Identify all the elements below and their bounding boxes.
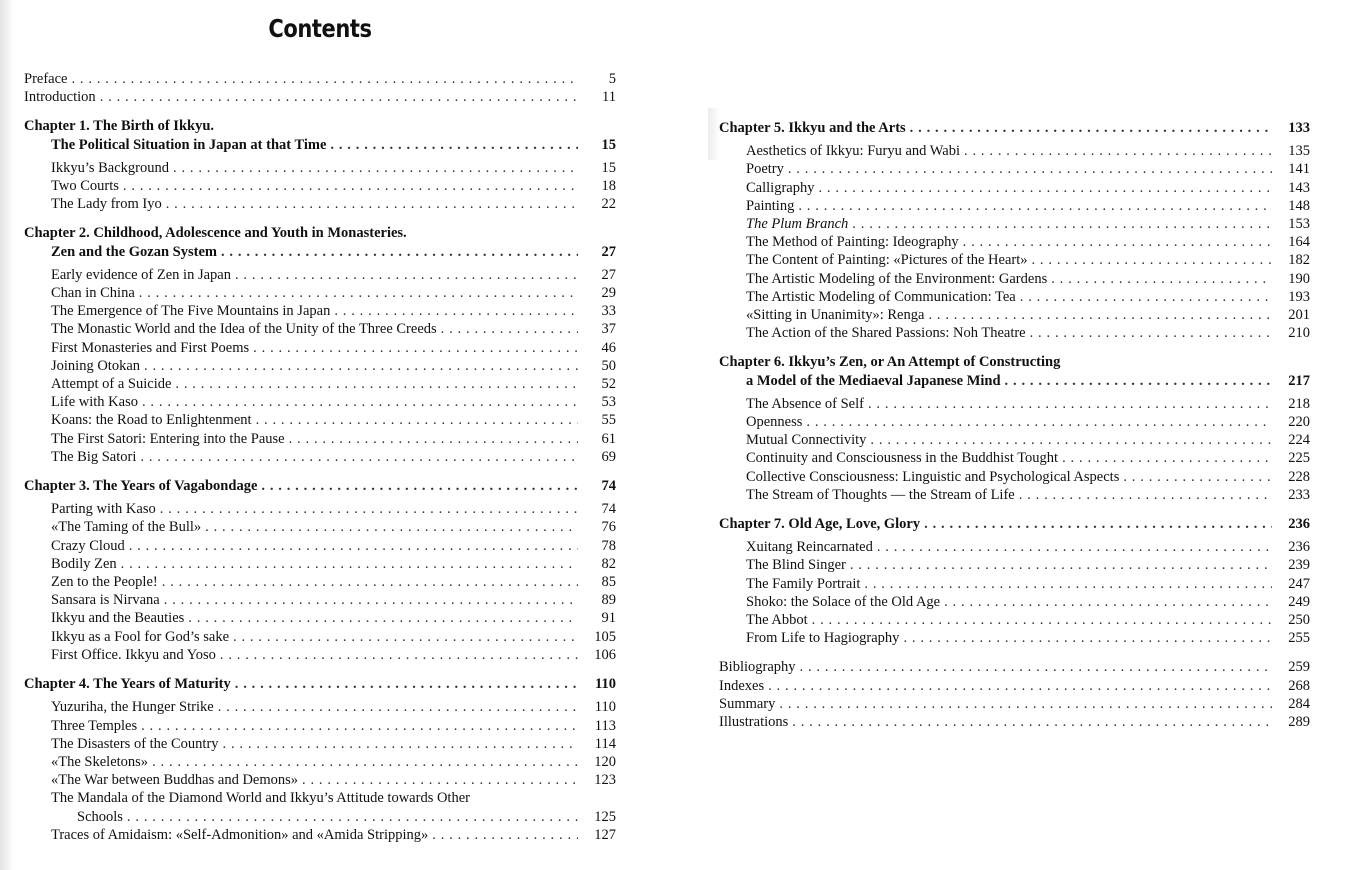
page-number: 148 — [1288, 197, 1310, 214]
toc-entry[interactable] — [719, 233, 1310, 251]
entry-title: Summary — [719, 695, 776, 712]
dot-leader — [205, 518, 578, 536]
dot-leader — [123, 177, 578, 195]
toc-entry[interactable] — [24, 753, 616, 771]
toc-entry[interactable] — [719, 288, 1310, 306]
page-number: 113 — [594, 717, 616, 734]
dot-leader — [334, 302, 578, 320]
dot-leader — [1031, 251, 1272, 269]
page-number: 114 — [594, 735, 616, 752]
page-number: 18 — [601, 178, 616, 195]
toc-entry[interactable] — [24, 357, 616, 375]
page-number: 37 — [601, 321, 616, 338]
toc-entry[interactable] — [24, 609, 616, 627]
page-number: 247 — [1288, 575, 1310, 592]
page-number: 193 — [1288, 288, 1310, 305]
page-number: 239 — [1288, 557, 1310, 574]
chapter-4-heading[interactable] — [24, 675, 616, 693]
page-number: 22 — [601, 196, 616, 213]
dot-leader — [903, 629, 1272, 647]
page-number: 11 — [602, 89, 616, 106]
dot-leader — [129, 537, 578, 555]
page-number: 76 — [601, 519, 616, 536]
page-number: 289 — [1288, 714, 1310, 731]
toc-entry-mandala-line1[interactable]: The Mandala of the Diamond World and Ikkyu’s Attitude towards Other — [51, 790, 470, 807]
entry-title: Ikkyu as a Fool for God’s sake — [51, 628, 230, 645]
toc-entry[interactable] — [719, 142, 1310, 160]
entry-title: «The Taming of the Bull» — [51, 519, 202, 536]
entry-title: Xuitang Reincarnated — [746, 539, 873, 556]
toc-entry[interactable] — [24, 555, 616, 573]
dot-leader — [144, 357, 578, 375]
entry-title: Zen to the People! — [51, 574, 158, 591]
page-number: 74 — [601, 478, 616, 495]
entry-title: «The Skeletons» — [51, 753, 149, 770]
entry-title: «The War between Buddhas and Demons» — [51, 772, 299, 789]
page-number: 141 — [1288, 161, 1310, 178]
dot-leader — [160, 500, 578, 518]
entry-title: a Model of the Mediaeval Japanese Mind — [746, 372, 1001, 389]
entry-title: The Blind Singer — [746, 557, 846, 574]
page-number: 218 — [1288, 395, 1310, 412]
entry-title: The Method of Painting: Ideography — [746, 234, 959, 251]
toc-entry[interactable] — [24, 320, 616, 338]
entry-title: Koans: the Road to Enlightenment — [51, 412, 252, 429]
entry-title: Early evidence of Zen in Japan — [51, 266, 231, 283]
toc-entry[interactable] — [719, 413, 1310, 431]
toc-entry[interactable] — [24, 302, 616, 320]
entry-title: The Action of the Shared Passions: Noh Theatre — [746, 325, 1026, 342]
dot-leader — [877, 538, 1272, 556]
page-number: 249 — [1288, 593, 1310, 610]
right-page — [719, 119, 1310, 731]
entry-title: Openness — [746, 414, 803, 431]
entry-title: Attempt of a Suicide — [51, 376, 172, 393]
page-number: 182 — [1288, 252, 1310, 269]
dot-leader — [233, 628, 578, 646]
toc-entry[interactable] — [719, 556, 1310, 574]
page-number: 91 — [601, 610, 616, 627]
dot-leader — [818, 179, 1272, 197]
toc-entry-illustrations[interactable] — [719, 713, 1310, 731]
toc-entry[interactable] — [24, 537, 616, 555]
dot-leader — [71, 70, 578, 88]
toc-entry[interactable] — [719, 160, 1310, 178]
page-number: 153 — [1288, 216, 1310, 233]
toc-entry[interactable] — [24, 393, 616, 411]
chapter-7-heading[interactable] — [719, 515, 1310, 533]
toc-entry-introduction[interactable] — [24, 88, 616, 106]
page-number: 201 — [1288, 307, 1310, 324]
entry-title: Ikkyu’s Background — [51, 159, 169, 176]
entry-title: The Lady from Iyo — [51, 196, 162, 213]
page-number: 89 — [601, 592, 616, 609]
dot-leader — [944, 593, 1272, 611]
entry-title: Yuzuriha, the Hunger Strike — [51, 699, 214, 716]
dot-leader — [235, 675, 578, 693]
page-number: 120 — [594, 753, 616, 770]
toc-entry[interactable] — [719, 270, 1310, 288]
entry-title: The Family Portrait — [746, 575, 861, 592]
dot-leader — [1030, 324, 1272, 342]
entry-title: «Sitting in Unanimity»: Renga — [746, 307, 925, 324]
dot-leader — [1123, 468, 1272, 486]
page-number: 190 — [1288, 270, 1310, 287]
entry-title: Shoko: the Solace of the Old Age — [746, 593, 941, 610]
toc-entry-indexes[interactable] — [719, 677, 1310, 695]
dot-leader — [910, 119, 1272, 137]
dot-leader — [852, 215, 1272, 233]
toc-entry[interactable] — [24, 411, 616, 429]
dot-leader — [798, 197, 1272, 215]
toc-entry-mandala-line2[interactable] — [24, 808, 616, 826]
dot-leader — [850, 556, 1272, 574]
page-number: 74 — [601, 501, 616, 518]
page-number: 53 — [601, 394, 616, 411]
toc-entry[interactable] — [24, 735, 616, 753]
toc-entry[interactable] — [719, 306, 1310, 324]
page-number: 233 — [1288, 486, 1310, 503]
dot-leader — [812, 611, 1272, 629]
toc-entry[interactable] — [24, 195, 616, 213]
dot-leader — [173, 159, 578, 177]
dot-leader — [788, 160, 1272, 178]
dot-leader — [1005, 372, 1272, 390]
dot-leader — [330, 136, 578, 154]
page-number: 15 — [601, 136, 616, 153]
entry-title: Parting with Kaso — [51, 501, 156, 518]
page-number: 27 — [601, 243, 616, 260]
entry-title: The Artistic Modeling of the Environment: Gardens — [746, 270, 1048, 287]
dot-leader — [166, 195, 578, 213]
dot-leader — [432, 826, 578, 844]
entry-title: The Disasters of the Country — [51, 735, 219, 752]
page-number: 55 — [601, 412, 616, 429]
toc-entry[interactable] — [24, 518, 616, 536]
entry-title: Aesthetics of Ikkyu: Furyu and Wabi — [746, 143, 961, 160]
page-number: 33 — [601, 303, 616, 320]
toc-entry[interactable] — [719, 197, 1310, 215]
toc-entry[interactable] — [24, 500, 616, 518]
entry-title: Collective Consciousness: Linguistic and Psychological Aspects — [746, 468, 1120, 485]
page-number: 225 — [1288, 450, 1310, 467]
page-number: 125 — [594, 808, 616, 825]
entry-title: Schools — [77, 808, 123, 825]
entry-title: First Office. Ikkyu and Yoso — [51, 646, 216, 663]
page-number: 127 — [594, 826, 616, 843]
chapter-3-heading[interactable] — [24, 477, 616, 495]
toc-entry-summary[interactable] — [719, 695, 1310, 713]
page-number: 210 — [1288, 325, 1310, 342]
entry-title: Chapter 5. Ikkyu and the Arts — [719, 120, 906, 136]
toc-entry[interactable] — [24, 646, 616, 664]
entry-title: Chapter 4. The Years of Maturity — [24, 676, 231, 693]
entry-title: Bibliography — [719, 659, 796, 676]
entry-title: Preface — [24, 71, 68, 87]
toc-entry[interactable] — [24, 628, 616, 646]
toc-entry[interactable] — [719, 251, 1310, 269]
entry-title: Continuity and Consciousness in the Buddhist Tought — [746, 450, 1059, 467]
chapter-1-subheading[interactable] — [24, 136, 616, 154]
dot-leader — [261, 477, 578, 495]
dot-leader — [142, 393, 578, 411]
page-number: 105 — [594, 628, 616, 645]
entry-title: The Absence of Self — [746, 395, 864, 412]
toc-entry-preface[interactable] — [24, 70, 616, 88]
chapter-2-heading[interactable]: Chapter 2. Childhood, Adolescence and Youth in Monasteries. — [24, 225, 407, 242]
dot-leader — [164, 591, 578, 609]
entry-title: The Abbot — [746, 612, 808, 629]
page-number: 85 — [601, 574, 616, 591]
toc-entry[interactable] — [24, 339, 616, 357]
toc-entry[interactable] — [719, 486, 1310, 504]
toc-entry[interactable] — [24, 375, 616, 393]
dot-leader — [1020, 288, 1272, 306]
entry-title: Traces of Amidaism: «Self-Admonition» and «Amida Stripping» — [51, 826, 429, 843]
dot-leader — [175, 375, 578, 393]
page-edge-shadow — [0, 0, 14, 870]
entry-title: The Stream of Thoughts — the Stream of Life — [746, 486, 1015, 503]
dot-leader — [441, 320, 578, 338]
page-number: 268 — [1288, 677, 1310, 694]
dot-leader — [152, 753, 578, 771]
entry-title: Chan in China — [51, 285, 135, 302]
dot-leader — [924, 515, 1272, 533]
dot-leader — [220, 646, 578, 664]
page-title: Contents — [268, 14, 372, 43]
toc-entry[interactable] — [719, 431, 1310, 449]
page-number: 217 — [1288, 372, 1310, 389]
entry-title: Calligraphy — [746, 179, 815, 196]
page-number: 224 — [1288, 432, 1310, 449]
entry-title: Chapter 7. Old Age, Love, Glory — [719, 516, 921, 533]
toc-entry-bibliography[interactable] — [719, 658, 1310, 676]
toc-entry[interactable] — [24, 177, 616, 195]
entry-title: The Political Situation in Japan at that Time — [51, 136, 327, 153]
entry-title: The Big Satori — [51, 448, 137, 465]
page-number: 255 — [1288, 630, 1310, 647]
entry-title: The First Satori: Entering into the Pause — [51, 430, 285, 447]
dot-leader — [218, 698, 578, 716]
toc-entry[interactable] — [719, 468, 1310, 486]
entry-title: Ikkyu and the Beauties — [51, 610, 185, 627]
entry-title: Joining Otokan — [51, 357, 141, 374]
chapter-6-subheading[interactable] — [719, 372, 1310, 390]
toc-entry[interactable] — [719, 449, 1310, 467]
entry-title: The Monastic World and the Idea of the Unity of the Three Creeds — [51, 321, 437, 338]
page-number: 46 — [601, 339, 616, 356]
page-number: 110 — [594, 699, 616, 716]
chapter-1-heading[interactable]: Chapter 1. The Birth of Ikkyu. — [24, 118, 215, 135]
entry-title: Crazy Cloud — [51, 537, 125, 554]
page-number: 78 — [601, 537, 616, 554]
page-number: 250 — [1288, 612, 1310, 629]
dot-leader — [779, 695, 1272, 713]
entry-title: Indexes — [719, 677, 765, 694]
entry-title: Mutual Connectivity — [746, 432, 867, 449]
entry-title: Introduction — [24, 89, 96, 106]
dot-leader — [256, 411, 578, 429]
entry-title: The Artistic Modeling of Communication: Tea — [746, 288, 1016, 305]
toc-entry[interactable] — [719, 629, 1310, 647]
dot-leader — [768, 677, 1272, 695]
dot-leader — [253, 339, 578, 357]
dot-leader — [868, 395, 1272, 413]
toc-entry[interactable] — [719, 611, 1310, 629]
page-number: 284 — [1288, 695, 1310, 712]
dot-leader — [792, 713, 1272, 731]
toc-entry[interactable] — [719, 179, 1310, 197]
page-number: 15 — [601, 159, 616, 176]
dot-leader — [964, 142, 1272, 160]
page-number: 69 — [601, 448, 616, 465]
toc-entry[interactable] — [24, 266, 616, 284]
dot-leader — [928, 306, 1272, 324]
toc-entry[interactable] — [24, 448, 616, 466]
dot-leader — [800, 658, 1272, 676]
page-number: 50 — [601, 357, 616, 374]
entry-title: Three Temples — [51, 717, 138, 734]
page-number: 220 — [1288, 414, 1310, 431]
page-number: 106 — [594, 646, 616, 663]
page-number: 236 — [1288, 516, 1310, 533]
dot-leader — [1051, 270, 1272, 288]
toc-entry[interactable] — [24, 771, 616, 789]
entry-title: Two Courts — [51, 178, 119, 195]
toc-entry[interactable] — [24, 698, 616, 716]
page-number: 133 — [1288, 120, 1310, 136]
entry-title: Life with Kaso — [51, 394, 138, 411]
page-number: 228 — [1288, 468, 1310, 485]
entry-title: Chapter 3. The Years of Vagabondage — [24, 478, 258, 495]
entry-title: From Life to Hagiography — [746, 630, 900, 647]
toc-entry[interactable] — [719, 324, 1310, 342]
page-number: 123 — [594, 772, 616, 789]
entry-title: The Content of Painting: «Pictures of the Heart» — [746, 252, 1028, 269]
dot-leader — [141, 717, 578, 735]
dot-leader — [188, 609, 578, 627]
dot-leader — [963, 233, 1272, 251]
page-number: 29 — [601, 285, 616, 302]
dot-leader — [1019, 486, 1272, 504]
entry-title: Illustrations — [719, 714, 789, 731]
toc-entry[interactable] — [24, 826, 616, 844]
dot-leader — [162, 573, 578, 591]
dot-leader — [221, 243, 578, 261]
entry-title: Painting — [746, 197, 795, 214]
entry-title: The Plum Branch — [746, 216, 849, 233]
page-number: 27 — [601, 266, 616, 283]
page-number: 164 — [1288, 234, 1310, 251]
dot-leader — [864, 575, 1272, 593]
dot-leader — [140, 448, 578, 466]
toc-entry[interactable] — [719, 395, 1310, 413]
page-number: 82 — [601, 555, 616, 572]
toc-entry[interactable] — [24, 591, 616, 609]
toc-entry[interactable] — [719, 593, 1310, 611]
toc-entry[interactable] — [719, 575, 1310, 593]
dot-leader — [139, 284, 578, 302]
toc-entry[interactable] — [24, 284, 616, 302]
toc-entry[interactable] — [24, 717, 616, 735]
page-number: 143 — [1288, 179, 1310, 196]
dot-leader — [223, 735, 578, 753]
entry-title: First Monasteries and First Poems — [51, 339, 250, 356]
dot-leader — [121, 555, 578, 573]
toc-entry[interactable] — [719, 215, 1310, 233]
page-number: 61 — [601, 430, 616, 447]
dot-leader — [289, 430, 578, 448]
entry-title: Bodily Zen — [51, 555, 117, 572]
dot-leader — [870, 431, 1272, 449]
left-page — [24, 70, 616, 844]
page-number: 259 — [1288, 659, 1310, 676]
toc-entry[interactable] — [24, 430, 616, 448]
chapter-2-subheading[interactable] — [24, 243, 616, 261]
dot-leader — [1062, 449, 1272, 467]
dot-leader — [100, 88, 578, 106]
page-number: 110 — [595, 676, 616, 693]
dot-leader — [302, 771, 578, 789]
page-number: 236 — [1288, 539, 1310, 556]
toc-entry[interactable] — [24, 159, 616, 177]
page-number: 5 — [608, 71, 616, 87]
entry-title: The Emergence of The Five Mountains in Japan — [51, 303, 331, 320]
page-number: 52 — [601, 376, 616, 393]
dot-leader — [235, 266, 578, 284]
entry-title: Sansara is Nirvana — [51, 592, 160, 609]
toc-entry[interactable] — [24, 573, 616, 591]
dot-leader — [127, 808, 578, 826]
chapter-5-heading[interactable] — [719, 119, 1310, 137]
dot-leader — [806, 413, 1272, 431]
entry-title: Zen and the Gozan System — [51, 243, 217, 260]
page-number: 135 — [1288, 143, 1310, 160]
entry-title: Poetry — [746, 161, 784, 178]
chapter-6-heading[interactable]: Chapter 6. Ikkyu’s Zen, or An Attempt of Constructing — [719, 354, 1061, 371]
toc-entry[interactable] — [719, 538, 1310, 556]
